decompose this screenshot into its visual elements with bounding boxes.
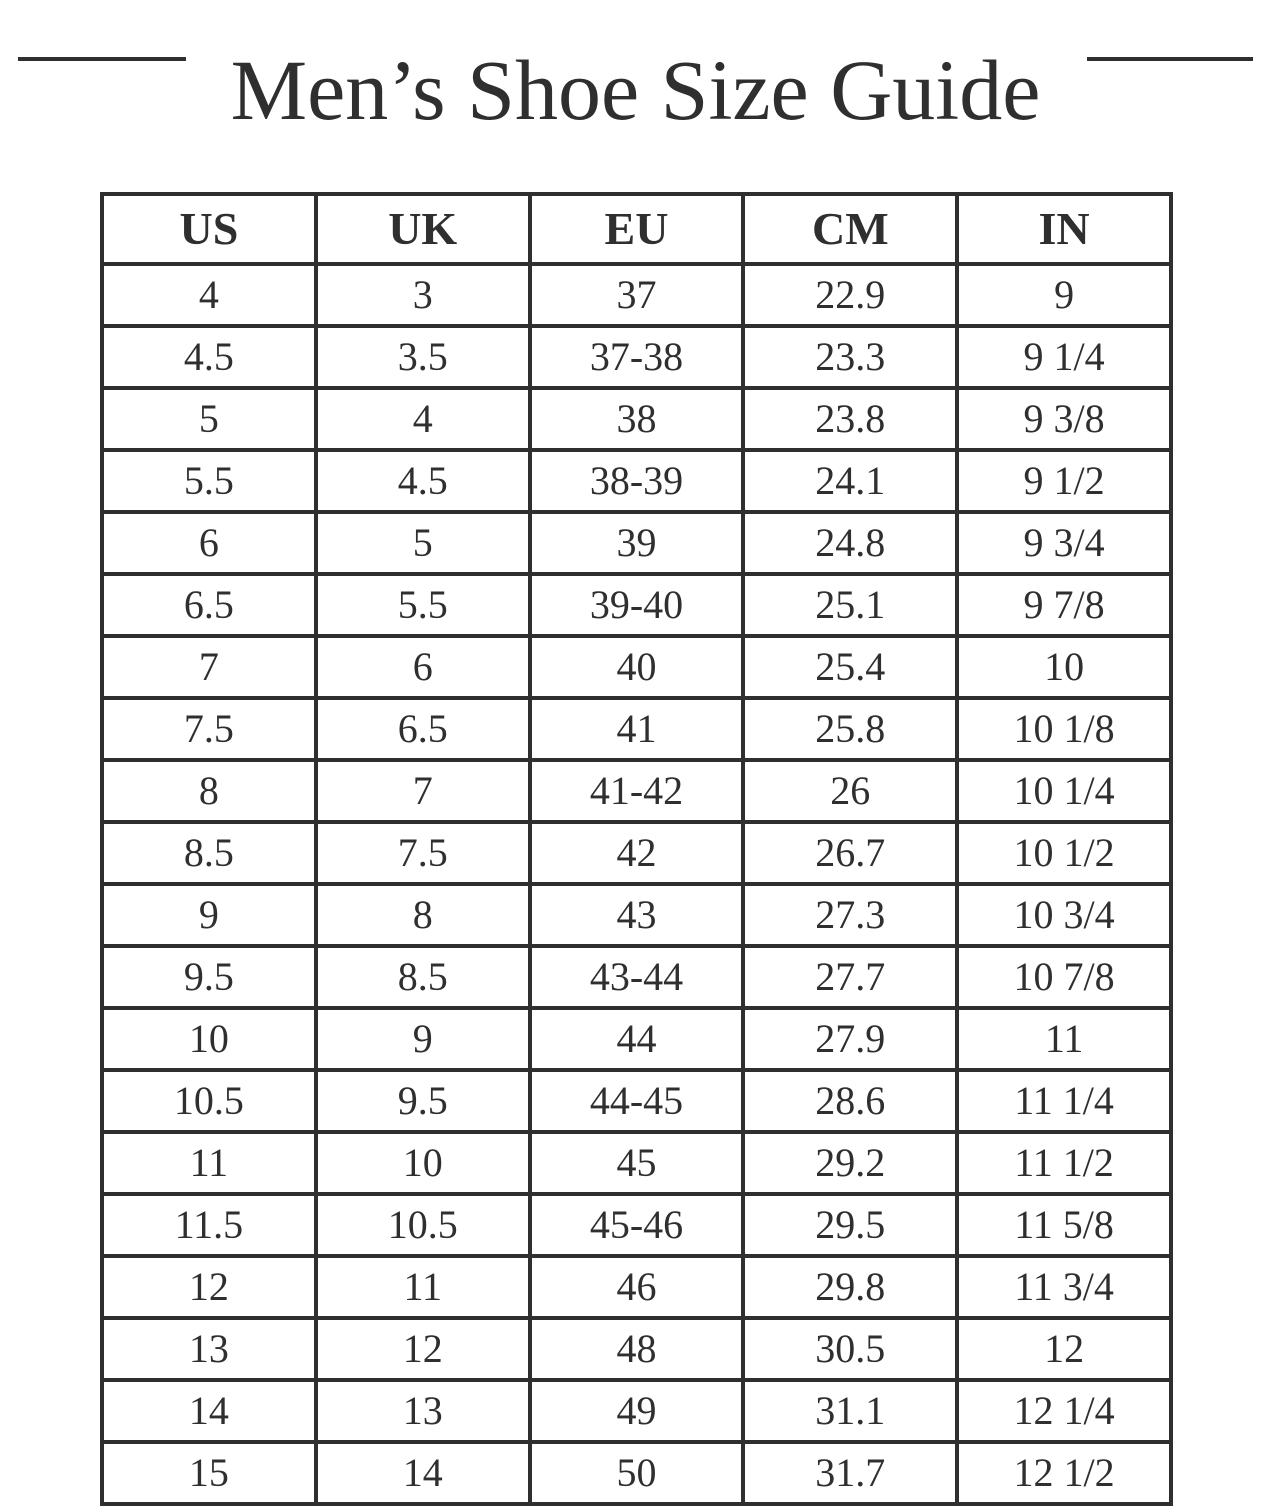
cell-uk: 12 <box>316 1318 530 1380</box>
cell-eu: 39-40 <box>530 574 744 636</box>
cell-us: 14 <box>102 1380 316 1442</box>
cell-uk: 10.5 <box>316 1194 530 1256</box>
cell-us: 6.5 <box>102 574 316 636</box>
cell-in: 12 1/4 <box>957 1380 1171 1442</box>
header-eu: EU <box>530 194 744 264</box>
cell-eu: 44 <box>530 1008 744 1070</box>
cell-cm: 27.7 <box>743 946 957 1008</box>
cell-in: 11 5/8 <box>957 1194 1171 1256</box>
cell-in: 10 1/4 <box>957 760 1171 822</box>
cell-cm: 22.9 <box>743 264 957 326</box>
table-row <box>102 1008 1171 1070</box>
cell-uk: 14 <box>316 1442 530 1504</box>
cell-us: 6 <box>102 512 316 574</box>
cell-us: 5 <box>102 388 316 450</box>
cell-cm: 26.7 <box>743 822 957 884</box>
size-table <box>100 192 1173 1506</box>
cell-us: 11 <box>102 1132 316 1194</box>
cell-eu: 37 <box>530 264 744 326</box>
table-row <box>102 946 1171 1008</box>
table-row <box>102 388 1171 450</box>
cell-us: 4 <box>102 264 316 326</box>
table-row <box>102 1132 1171 1194</box>
cell-in: 9 7/8 <box>957 574 1171 636</box>
cell-cm: 23.8 <box>743 388 957 450</box>
table-row <box>102 1256 1171 1318</box>
header-row <box>102 194 1171 264</box>
cell-uk: 11 <box>316 1256 530 1318</box>
cell-uk: 4 <box>316 388 530 450</box>
cell-uk: 7.5 <box>316 822 530 884</box>
cell-us: 15 <box>102 1442 316 1504</box>
cell-cm: 29.8 <box>743 1256 957 1318</box>
cell-uk: 6.5 <box>316 698 530 760</box>
cell-uk: 4.5 <box>316 450 530 512</box>
cell-uk: 13 <box>316 1380 530 1442</box>
cell-cm: 28.6 <box>743 1070 957 1132</box>
cell-us: 12 <box>102 1256 316 1318</box>
cell-us: 13 <box>102 1318 316 1380</box>
table-row <box>102 1442 1171 1504</box>
header-in: IN <box>957 194 1171 264</box>
cell-uk: 9 <box>316 1008 530 1070</box>
cell-eu: 40 <box>530 636 744 698</box>
cell-in: 11 1/2 <box>957 1132 1171 1194</box>
cell-cm: 24.8 <box>743 512 957 574</box>
page-title: Men’s Shoe Size Guide <box>230 42 1041 138</box>
cell-in: 9 1/4 <box>957 326 1171 388</box>
cell-eu: 38-39 <box>530 450 744 512</box>
cell-eu: 39 <box>530 512 744 574</box>
cell-eu: 45-46 <box>530 1194 744 1256</box>
cell-uk: 8.5 <box>316 946 530 1008</box>
table-row <box>102 264 1171 326</box>
cell-us: 5.5 <box>102 450 316 512</box>
table-row <box>102 1070 1171 1132</box>
table-row <box>102 512 1171 574</box>
cell-eu: 48 <box>530 1318 744 1380</box>
cell-uk: 6 <box>316 636 530 698</box>
cell-us: 11.5 <box>102 1194 316 1256</box>
cell-eu: 42 <box>530 822 744 884</box>
cell-eu: 50 <box>530 1442 744 1504</box>
cell-eu: 41-42 <box>530 760 744 822</box>
cell-us: 8 <box>102 760 316 822</box>
cell-in: 10 7/8 <box>957 946 1171 1008</box>
cell-us: 7 <box>102 636 316 698</box>
cell-cm: 27.3 <box>743 884 957 946</box>
cell-in: 9 <box>957 264 1171 326</box>
header-cm: CM <box>743 194 957 264</box>
table-body <box>102 264 1171 1504</box>
cell-cm: 31.1 <box>743 1380 957 1442</box>
table-row <box>102 1318 1171 1380</box>
cell-cm: 27.9 <box>743 1008 957 1070</box>
cell-us: 9.5 <box>102 946 316 1008</box>
cell-us: 7.5 <box>102 698 316 760</box>
cell-in: 11 1/4 <box>957 1070 1171 1132</box>
cell-eu: 49 <box>530 1380 744 1442</box>
cell-cm: 25.8 <box>743 698 957 760</box>
cell-cm: 25.4 <box>743 636 957 698</box>
cell-cm: 29.2 <box>743 1132 957 1194</box>
table-row <box>102 760 1171 822</box>
cell-eu: 43-44 <box>530 946 744 1008</box>
cell-eu: 38 <box>530 388 744 450</box>
cell-uk: 10 <box>316 1132 530 1194</box>
cell-in: 12 <box>957 1318 1171 1380</box>
cell-eu: 46 <box>530 1256 744 1318</box>
cell-eu: 37-38 <box>530 326 744 388</box>
cell-us: 10.5 <box>102 1070 316 1132</box>
table-header <box>102 194 1171 264</box>
cell-in: 11 3/4 <box>957 1256 1171 1318</box>
cell-cm: 24.1 <box>743 450 957 512</box>
table-row <box>102 450 1171 512</box>
table-row <box>102 1380 1171 1442</box>
cell-uk: 8 <box>316 884 530 946</box>
cell-uk: 3 <box>316 264 530 326</box>
cell-in: 10 <box>957 636 1171 698</box>
table-row <box>102 326 1171 388</box>
table-row <box>102 698 1171 760</box>
table-row <box>102 636 1171 698</box>
cell-uk: 9.5 <box>316 1070 530 1132</box>
cell-us: 9 <box>102 884 316 946</box>
cell-eu: 41 <box>530 698 744 760</box>
cell-cm: 30.5 <box>743 1318 957 1380</box>
table-row <box>102 1194 1171 1256</box>
cell-cm: 25.1 <box>743 574 957 636</box>
cell-cm: 23.3 <box>743 326 957 388</box>
cell-eu: 44-45 <box>530 1070 744 1132</box>
table-row <box>102 822 1171 884</box>
cell-uk: 3.5 <box>316 326 530 388</box>
cell-in: 9 3/4 <box>957 512 1171 574</box>
title-bar <box>0 35 1271 145</box>
cell-us: 4.5 <box>102 326 316 388</box>
cell-us: 10 <box>102 1008 316 1070</box>
cell-in: 10 1/2 <box>957 822 1171 884</box>
cell-cm: 31.7 <box>743 1442 957 1504</box>
header-uk: UK <box>316 194 530 264</box>
cell-in: 9 3/8 <box>957 388 1171 450</box>
cell-in: 11 <box>957 1008 1171 1070</box>
cell-cm: 29.5 <box>743 1194 957 1256</box>
cell-in: 10 3/4 <box>957 884 1171 946</box>
cell-in: 9 1/2 <box>957 450 1171 512</box>
cell-in: 10 1/8 <box>957 698 1171 760</box>
table-row <box>102 574 1171 636</box>
cell-uk: 5 <box>316 512 530 574</box>
cell-uk: 5.5 <box>316 574 530 636</box>
cell-eu: 43 <box>530 884 744 946</box>
table-row <box>102 884 1171 946</box>
header-us: US <box>102 194 316 264</box>
cell-eu: 45 <box>530 1132 744 1194</box>
cell-in: 12 1/2 <box>957 1442 1171 1504</box>
cell-cm: 26 <box>743 760 957 822</box>
cell-us: 8.5 <box>102 822 316 884</box>
cell-uk: 7 <box>316 760 530 822</box>
